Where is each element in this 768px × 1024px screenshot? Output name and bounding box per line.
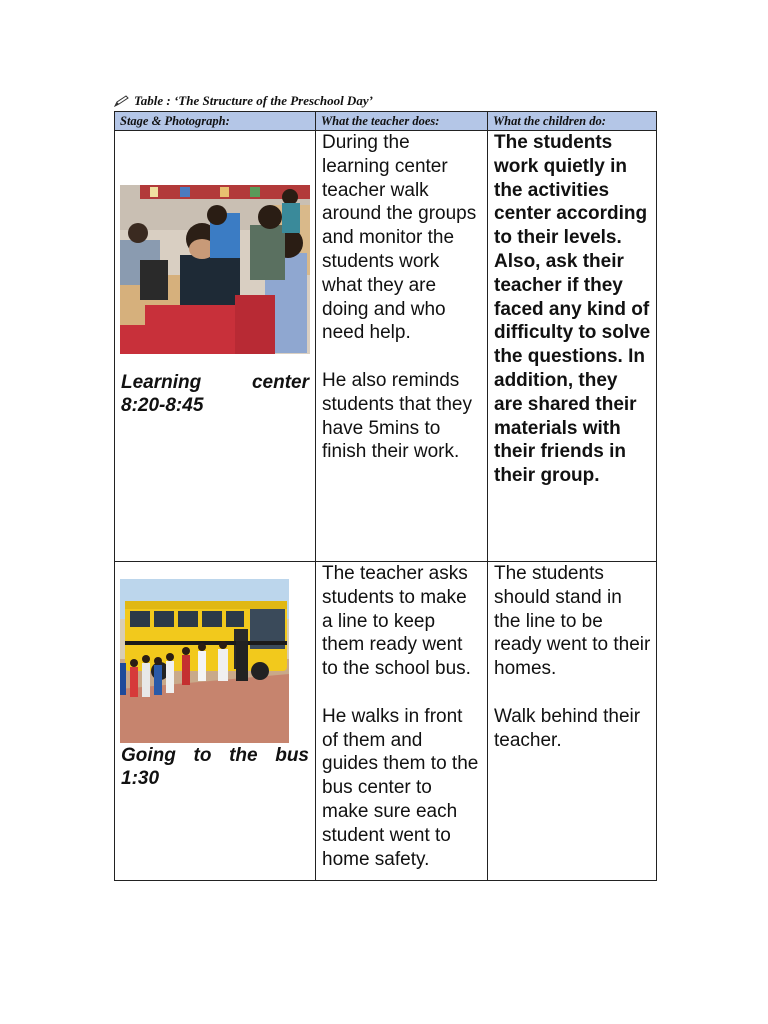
teacher-cell: [316, 131, 488, 562]
stage-cell: [115, 131, 316, 562]
table-header-row: [115, 112, 657, 131]
teacher-text: He also reminds students that they have 5mins to finish their work.: [322, 369, 472, 463]
stage-time: 1:30: [121, 768, 160, 789]
preschool-day-table: [114, 111, 657, 881]
teacher-text: During the learning center teacher walk around the groups and monitor the students work what they are doing and who need help.: [322, 132, 477, 344]
school-bus-photo: [120, 579, 289, 743]
table-caption: [114, 92, 373, 110]
children-cell: [488, 562, 657, 881]
table-row: [115, 131, 657, 562]
stage-time: 8:20-8:45: [121, 395, 204, 416]
teacher-text: The teacher asks students to make a line to keep them ready went to the school bus.: [322, 563, 471, 680]
table-title: Table : ‘The Structure of the Preschool Day’: [134, 93, 373, 108]
stage-label: [121, 744, 309, 790]
header-children: What the children do:: [488, 112, 657, 131]
stage-label: [121, 371, 309, 417]
header-teacher: What the teacher does:: [316, 112, 488, 131]
header-stage: Stage & Photograph:: [115, 112, 316, 131]
children-cell: [488, 131, 657, 562]
table-row: [115, 562, 657, 881]
children-text: The students should stand in the line to be ready went to their homes.: [494, 563, 651, 680]
stage-title: Going to the bus: [121, 745, 309, 766]
stage-title: Learning center: [121, 372, 309, 393]
classroom-photo: [120, 185, 310, 354]
pencil-icon: [114, 95, 130, 107]
teacher-text: He walks in front of them and guides them to the bus center to make sure each student went to home safety.: [322, 705, 479, 870]
stage-cell: [115, 562, 316, 881]
teacher-cell: [316, 562, 488, 881]
children-text: The students work quietly in the activities center according to their levels. Also, ask their teacher if they faced any kind of difficulty to solve the questions. In addition, they are shared their materials with their friends in their group.: [494, 132, 651, 487]
children-text: Walk behind their teacher.: [494, 705, 641, 751]
